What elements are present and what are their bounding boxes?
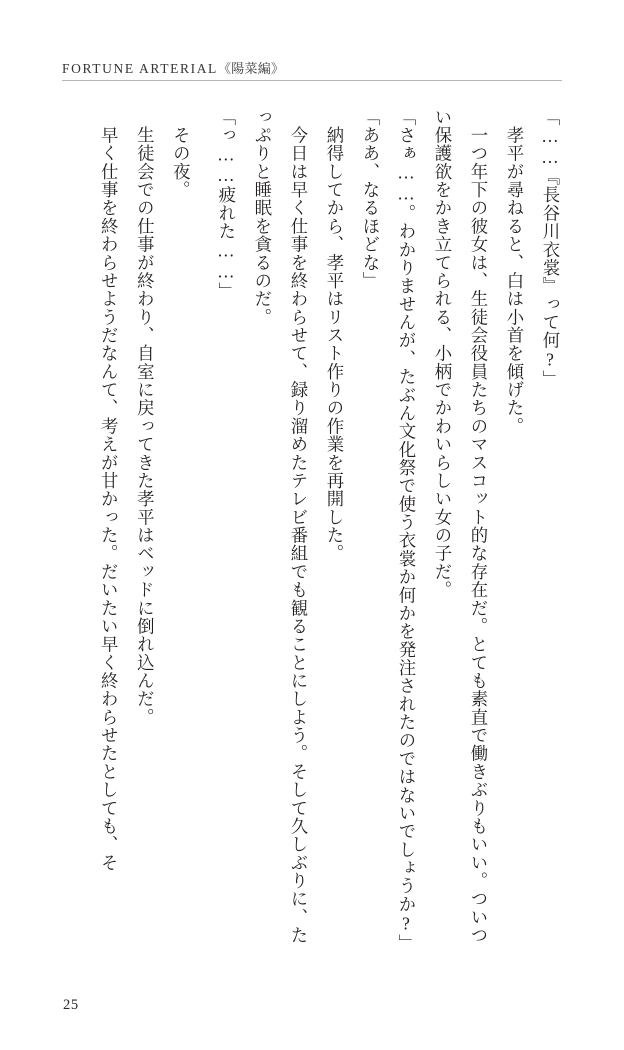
paragraph: 早く仕事を終わらせようだなんて、考えが甘かった。だいたい早く終わらせたとしても、そ [98,108,119,872]
body-text [98,108,568,953]
paragraph: 孝平が尋ねると、白は小首を傾げた。 [503,108,524,436]
paragraph: 今日は早く仕事を終わらせて、録り溜めたテレビ番組でも観ることにしよう。そして久しぶりに、たっぷりと睡眠を貪るのだ。 [251,108,308,945]
header-rule [62,80,562,81]
running-head-subtitle: 《陽菜編》 [217,61,285,76]
paragraph: 生徒会での仕事が終わり、自室に戻ってきた孝平はベッドに倒れ込んだ。 [134,108,155,727]
paragraph: その夜。 [170,108,191,199]
paragraph: 「っ……疲れた……」 [215,108,236,301]
page-number: 25 [63,997,79,1013]
running-head-title: FORTUNE ARTERIAL [62,61,218,76]
paragraph: 納得してから、孝平はリスト作りの作業を再開した。 [323,108,344,563]
paragraph: 「……『長谷川衣裳』って何?」 [540,108,560,389]
paragraph: 「さぁ……。わかりませんが、たぶん文化祭で使う衣裳か何かを発注されたのではないでしょうか?」 [395,108,416,953]
running-head [62,58,284,77]
paragraph: 一つ年下の彼女は、生徒会役員たちのマスコット的な存在だ。とても素直で働きぶりもいい。ついつい保護欲をかき立てられる、小柄でかわいらしい女の子だ。 [431,108,488,945]
paragraph: 「ああ、なるほどな」 [359,108,380,290]
